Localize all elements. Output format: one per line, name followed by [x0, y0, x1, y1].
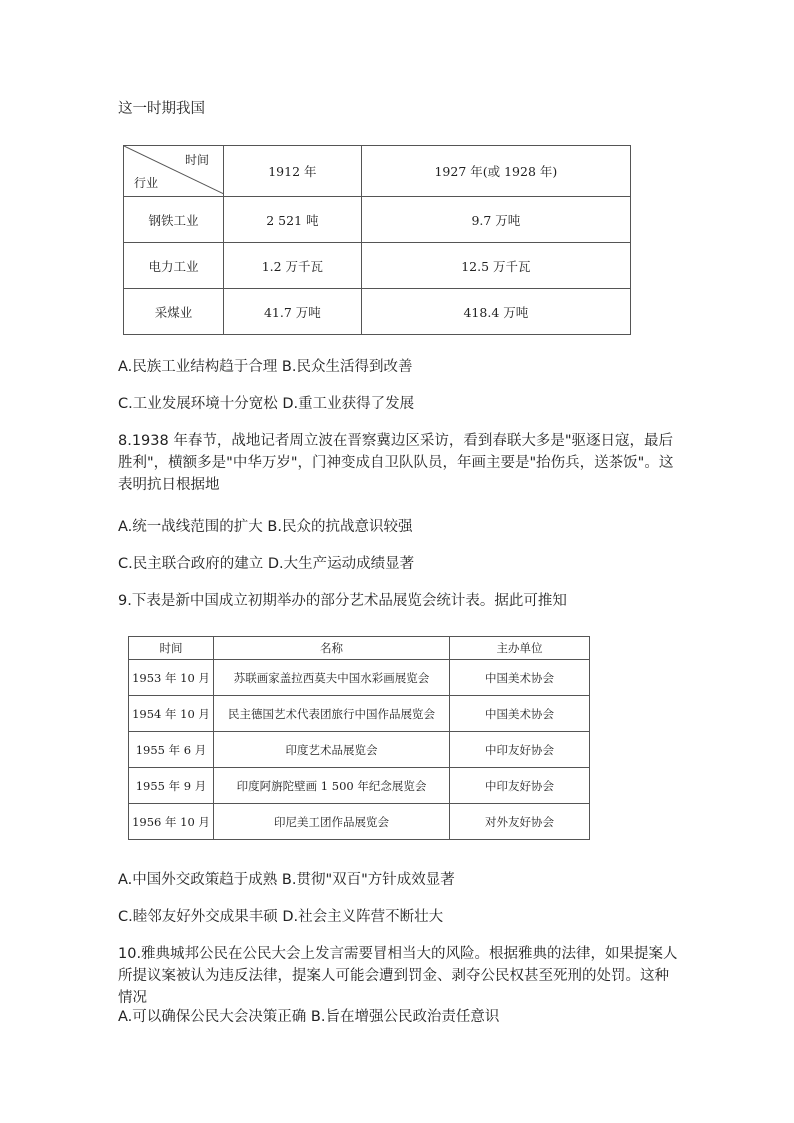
q9-options-cd: C.睦邻友好外交成果丰硕 D.社会主义阵营不断壮大 — [118, 909, 444, 925]
table-cell: 12.5 万千瓦 — [361, 243, 630, 289]
table-cell: 印尼美工团作品展览会 — [214, 804, 450, 840]
header-name: 名称 — [214, 637, 450, 660]
table-header-row — [129, 637, 590, 660]
table-cell: 2 521 吨 — [224, 197, 362, 243]
table-row — [124, 243, 631, 289]
table-cell: 印度艺术品展览会 — [214, 732, 450, 768]
header-time: 时间 — [184, 153, 209, 167]
table-cell: 9.7 万吨 — [361, 197, 630, 243]
table-cell: 1956 年 10 月 — [129, 804, 214, 840]
q9-options-ab: A.中国外交政策趋于成熟 B.贯彻"双百"方针成效显著 — [118, 872, 455, 888]
table-cell: 电力工业 — [124, 243, 224, 289]
header-1912: 1912 年 — [224, 146, 362, 197]
q8-options-cd: C.民主联合政府的建立 D.大生产运动成绩显著 — [118, 556, 415, 572]
table-header-row — [124, 146, 631, 197]
table-cell: 中国美术协会 — [450, 660, 590, 696]
table-cell: 1955 年 6 月 — [129, 732, 214, 768]
table-cell: 1955 年 9 月 — [129, 768, 214, 804]
header-industry: 行业 — [134, 176, 159, 190]
table-cell: 钢铁工业 — [124, 197, 224, 243]
table-cell: 对外友好协会 — [450, 804, 590, 840]
q8-options-ab: A.统一战线范围的扩大 B.民众的抗战意识较强 — [118, 519, 413, 535]
q7-options-ab: A.民族工业结构趋于合理 B.民众生活得到改善 — [118, 359, 413, 375]
table-cell: 中印友好协会 — [450, 768, 590, 804]
table-row — [129, 768, 590, 804]
table-row — [129, 696, 590, 732]
header-time: 时间 — [129, 637, 214, 660]
table-row — [124, 289, 631, 335]
table-cell: 民主德国艺术代表团旅行中国作品展览会 — [214, 696, 450, 732]
table-cell: 中印友好协会 — [450, 732, 590, 768]
exhibition-table — [128, 636, 590, 840]
table-cell: 1953 年 10 月 — [129, 660, 214, 696]
table-cell: 苏联画家盖拉西莫夫中国水彩画展览会 — [214, 660, 450, 696]
table-cell: 418.4 万吨 — [361, 289, 630, 335]
q7-options-cd: C.工业发展环境十分宽松 D.重工业获得了发展 — [118, 396, 415, 412]
q10-stem: 10.雅典城邦公民在公民大会上发言需要冒相当大的风险。根据雅典的法律，如果提案人所提议案被认为违反法律，提案人可能会遭到罚金、剥夺公民权甚至死刑的处罚。这种情况 — [118, 946, 678, 1006]
table-row — [124, 197, 631, 243]
header-1927: 1927 年(或 1928 年) — [361, 146, 630, 197]
q8-stem: 8.1938 年春节，战地记者周立波在晋察冀边区采访，看到春联大多是"驱逐日寇，最后胜利"，横额多是"中华万岁"，门神变成自卫队队员，年画主要是"抬伤兵，送茶饭"。这表明抗日根据地 — [118, 433, 674, 493]
table-cell: 1954 年 10 月 — [129, 696, 214, 732]
table-cell: 1.2 万千瓦 — [224, 243, 362, 289]
table-row — [129, 660, 590, 696]
table-cell: 41.7 万吨 — [224, 289, 362, 335]
q9-stem: 9.下表是新中国成立初期举办的部分艺术品展览会统计表。据此可推知 — [118, 593, 567, 609]
table-row — [129, 804, 590, 840]
table-row — [129, 732, 590, 768]
diagonal-header-cell — [124, 146, 224, 197]
industry-table — [123, 145, 631, 335]
intro-text: 这一时期我国 — [118, 101, 205, 117]
q10-options-ab: A.可以确保公民大会决策正确 B.旨在增强公民政治责任意识 — [118, 1009, 500, 1025]
table-cell: 印度阿旃陀壁画 1 500 年纪念展览会 — [214, 768, 450, 804]
table-cell: 采煤业 — [124, 289, 224, 335]
table-cell: 中国美术协会 — [450, 696, 590, 732]
header-organizer: 主办单位 — [450, 637, 590, 660]
